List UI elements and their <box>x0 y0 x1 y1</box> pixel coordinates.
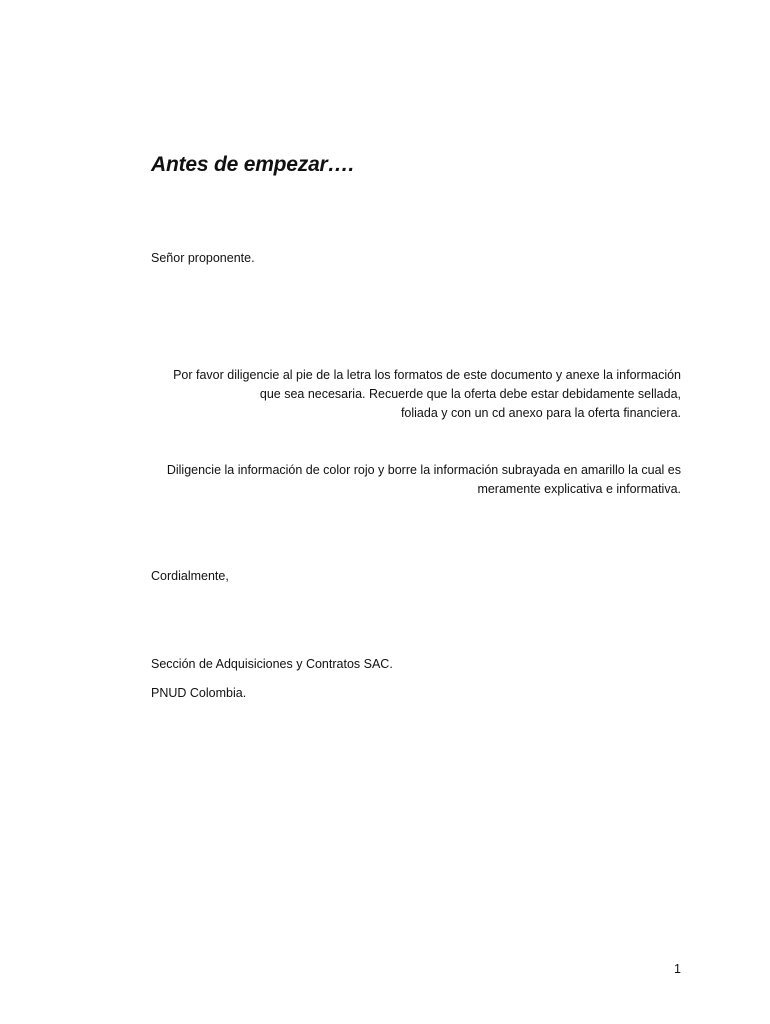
color-note-line: meramente explicativa e informativa. <box>477 482 681 496</box>
page-number: 1 <box>674 962 681 976</box>
instructions-line: foliada y con un cd anexo para la oferta financiera. <box>400 406 681 420</box>
closing: Cordialmente, <box>151 569 229 583</box>
page-title: Antes de empezar…. <box>151 153 354 176</box>
instructions-line: que sea necesaria. Recuerde que la oferta debe estar debidamente sellada, <box>259 387 681 401</box>
instructions-line: Por favor diligencie al pie de la letra los formatos de este documento y anexe la información <box>173 368 681 382</box>
color-note-paragraph <box>151 461 681 499</box>
instructions-paragraph <box>151 366 681 423</box>
signature-organization: PNUD Colombia. <box>151 686 247 700</box>
color-note-line: Diligencie la información de color rojo y borre la información subrayada en amarillo la cual es <box>166 463 681 477</box>
signature-section: Sección de Adquisiciones y Contratos SAC. <box>151 657 393 671</box>
greeting: Señor proponente. <box>151 251 255 265</box>
